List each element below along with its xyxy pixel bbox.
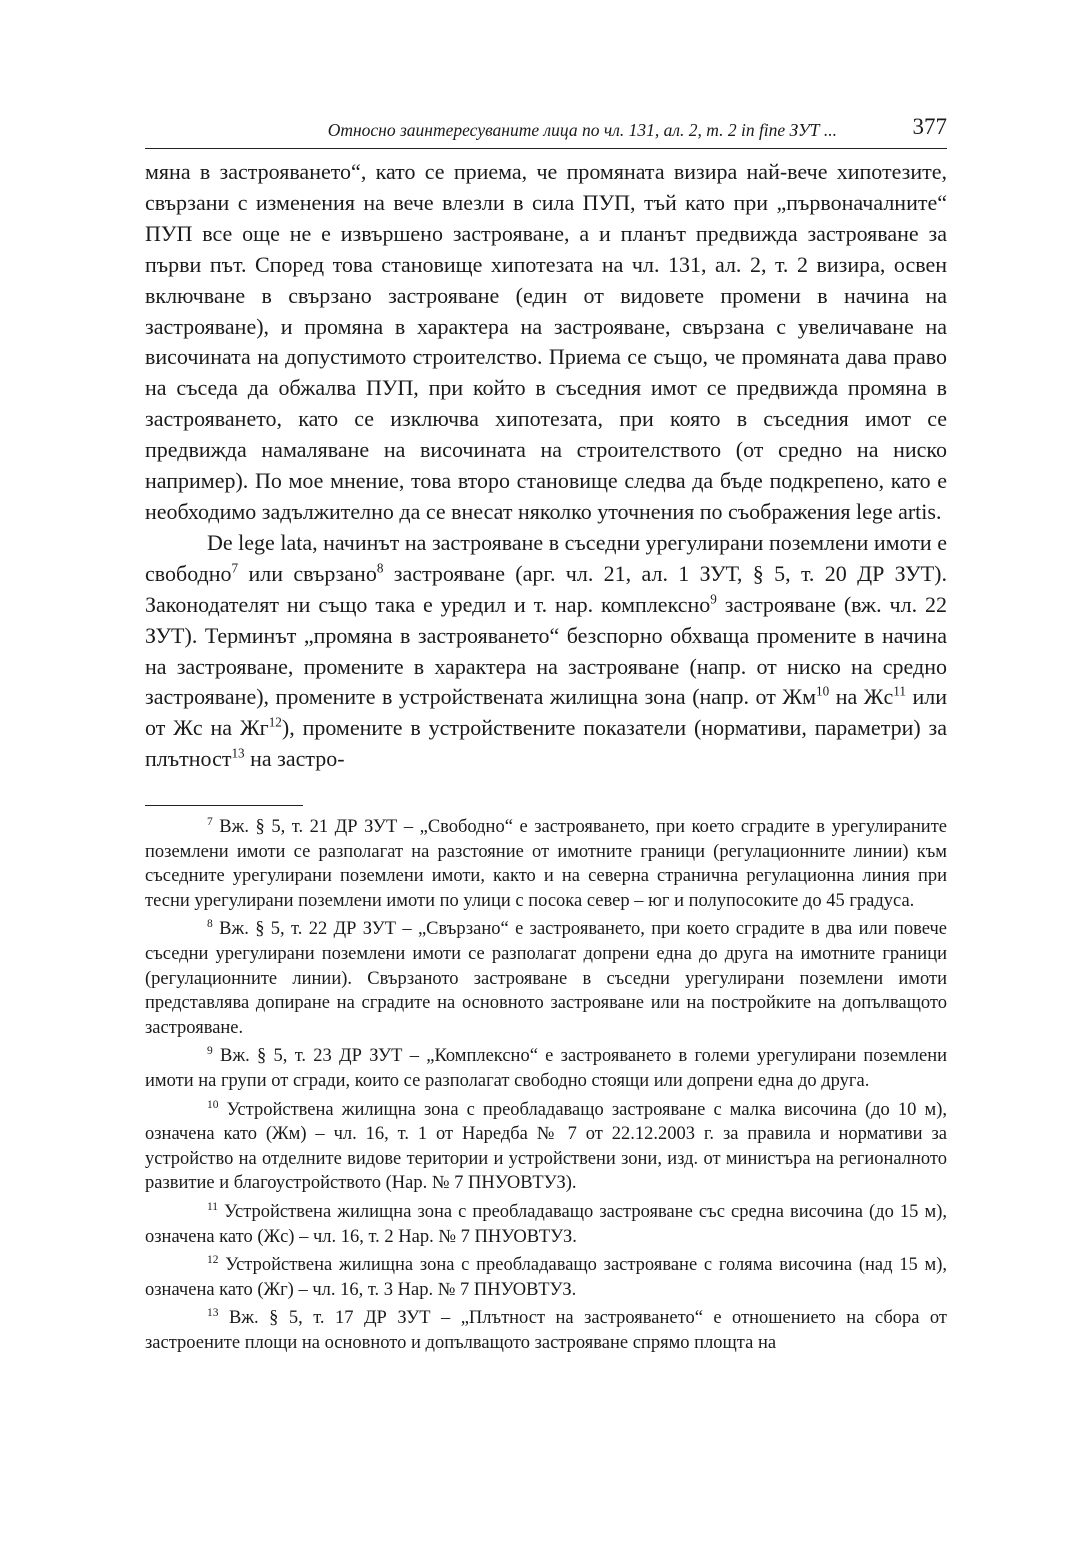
text-run: застрояване (арг. чл. 21, ал. 1 ЗУТ, § 5, т. 20 ДР ЗУТ). Законодателят ни също така е уредил и т. нар. комплексно [145, 560, 947, 617]
footnote-ref-11[interactable]: 11 [893, 684, 906, 700]
footnote-12 [145, 1253, 947, 1302]
footnote-9 [145, 1044, 947, 1093]
text-run: ), промените в устройствените показатели (нормативи, параметри) за плътност [145, 715, 947, 772]
text-run: или от Жс на Жг [145, 684, 948, 741]
footnote-ref-7[interactable]: 7 [231, 560, 239, 576]
footnote-text: Устройствена жилищна зона с преобладаващо застрояване с малка височина (до 10 м), означена като (Жм) – чл. 16, т. 1 от Наредба № 7 от 22.12.2003 г. за правила и нормативи за устройство на отделните видове територии и устройствени зони, изд. от министъра на регионалното развитие и благоустройството (Нар. № 7 ПНУОВТУЗ). [145, 1099, 947, 1194]
footnote-8 [145, 917, 947, 1040]
footnote-number: 7 [207, 815, 213, 828]
footnote-11 [145, 1200, 947, 1249]
paragraph-continued: мяна в застрояването“, като се приема, че промяната визира най-вече хипотезите, свързани с изменения на вече влезли в сила ПУП, тъй като при „първоначалните“ ПУП все още не е извършено застрояване, а и планът предвижда застрояване за първи път. Според това становище хипотезата на чл. 131, ал. 2, т. 2 визира, освен включване в свързано застрояване (един от видовете промени в начина на застрояване), и промяна в характера на застрояване, свързана с увеличаване на височината на допустимото строителство. Приема се също, че промяната дава право на съседа да обжалва ПУП, при който в съседния имот се предвижда промяна в застрояването, като се изключва хипотезата, при която в съседния имот се предвижда намаляване на височината на строителството (от средно на ниско например). По мое мнение, това второ становище следва да бъде подкрепено, като е необходимо задължително да се внесат няколко уточнения по съображения lege artis. [145, 159, 947, 524]
running-title: Относно заинтересуваните лица по чл. 131, ал. 2, т. 2 in fine ЗУТ ... [327, 120, 837, 140]
page-number: 377 [912, 114, 947, 139]
footnote-ref-9[interactable]: 9 [710, 591, 717, 607]
footnote-ref-12[interactable]: 12 [268, 714, 282, 730]
footnote-10 [145, 1098, 947, 1196]
footnote-number: 12 [207, 1253, 219, 1266]
footnote-text: Устройствена жилищна зона с преобладаващо застрояване с голяма височина (над 15 м), означена като (Жг) – чл. 16, т. 3 Нар. № 7 ПНУОВТУЗ. [145, 1255, 947, 1300]
text-run: или свързано [238, 560, 377, 586]
text-run: De lege lata, начинът на застрояване в съседни урегулирани поземлени имоти е свободно [145, 529, 947, 586]
footnotes [145, 815, 947, 1359]
footnote-number: 11 [207, 1200, 219, 1213]
footnote-7 [145, 815, 947, 913]
paragraph-de-lege-lata [145, 528, 947, 775]
main-text [145, 157, 947, 775]
footnote-text: Вж. § 5, т. 23 ДР ЗУТ – „Комплексно“ е застрояването в големи урегулирани поземлени имоти на групи от сгради, които се разполагат свободно стоящи или допрени една до друга. [145, 1046, 948, 1091]
footnote-separator [145, 805, 303, 806]
footnote-ref-13[interactable]: 13 [231, 745, 245, 761]
footnote-text: Вж. § 5, т. 17 ДР ЗУТ – „Плътност на застрояването“ е отношението на сбора от застроените площи на основното и допълващото застрояване спрямо площта на [145, 1308, 947, 1353]
footnote-ref-10[interactable]: 10 [816, 684, 830, 700]
footnote-number: 13 [207, 1307, 219, 1320]
running-header [145, 114, 947, 149]
footnote-number: 8 [207, 918, 213, 931]
text-run: на Жс [829, 684, 894, 710]
text-run: застрояване (вж. чл. 22 ЗУТ). Терминът „промяна в застрояването“ безспорно обхваща промените в начина на застрояване, промените в характера на застрояване (напр. от ниско на средно застрояване), промените в устройствената жилищна зона (напр. от Жм [145, 591, 947, 710]
footnote-number: 9 [207, 1045, 213, 1058]
footnote-number: 10 [207, 1098, 219, 1111]
footnote-text: Вж. § 5, т. 22 ДР ЗУТ – „Свързано“ е застрояването, при което сградите в два или повече съседни урегулирани поземлени имоти се разполагат допрени една до друга на имотните граници (регулационните линии). Свързаното застрояване в съседни урегулирани поземлени имоти представлява допиране на сградите на основното застрояване или на постройките на допълващото застрояване. [145, 919, 947, 1038]
footnote-13 [145, 1306, 947, 1355]
footnote-ref-8[interactable]: 8 [376, 560, 384, 576]
footnote-text: Устройствена жилищна зона с преобладаващо застрояване със средна височина (до 15 м), означена като (Жс) – чл. 16, т. 2 Нар. № 7 ПНУОВТУЗ. [145, 1201, 947, 1247]
footnote-text: Вж. § 5, т. 21 ДР ЗУТ – „Свободно“ е застрояването, при което сградите в урегулираните поземлени имоти се разполагат на разстояние от имотните граници (регулационните линии) към съседните урегулирани поземлени имоти, както и на северна странична регулационна линия при тесни урегулирани поземлени имоти по улици с посока север – юг и полупосоките до 45 градуса. [145, 817, 948, 911]
text-run: на застро- [244, 746, 345, 772]
